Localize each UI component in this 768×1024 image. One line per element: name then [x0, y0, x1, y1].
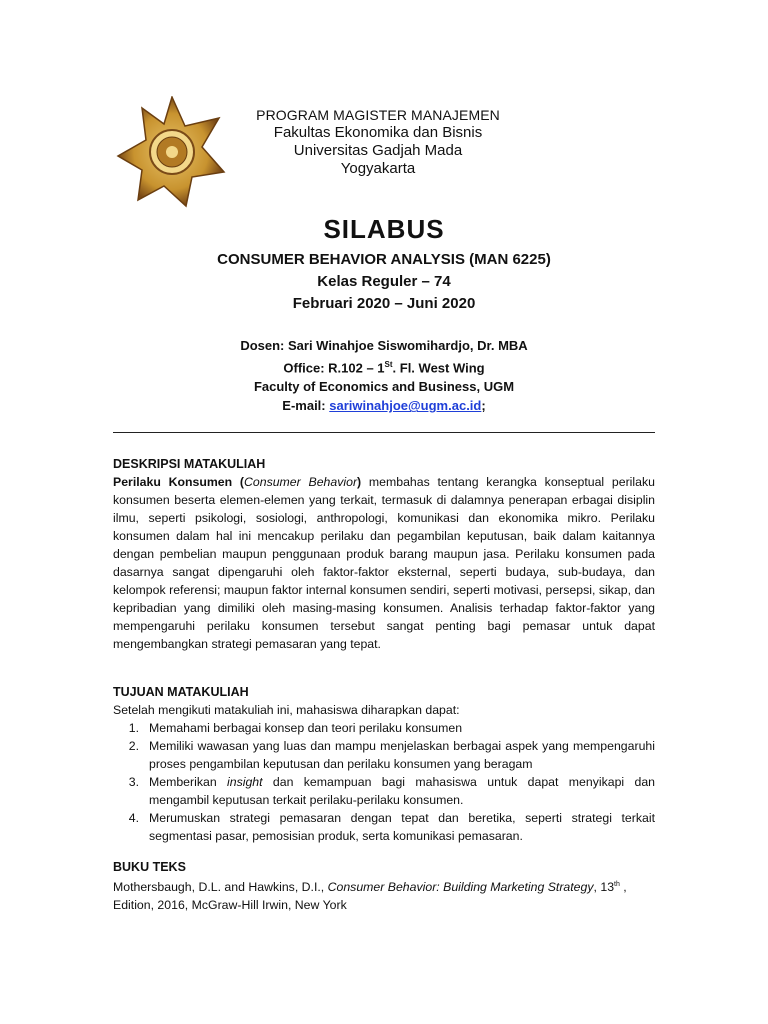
tujuan-list — [113, 719, 655, 845]
deskripsi-heading: DESKRIPSI MATAKULIAH — [113, 457, 266, 471]
list-number: 4. — [128, 811, 139, 825]
course-period: Februari 2020 – Juni 2020 — [292, 295, 476, 312]
deskripsi-text: membahas tentang kerangka konseptual perilaku konsumen beserta elemen-elemen yang terkait, termasuk di dalamnya penerapan erbagai disiplin ilmu, seperti psikologi, sosiologi, anthropologi, komunikasi dan ekonomika mikro. Perilaku konsumen dalam hal ini mencakup perilaku dan pegambilan keputusan, baik dalam kaitannya dengan pembelian maupun penggunaan produk barang maupun jasa. Perilaku konsumen pada dasarnya sangat dipengaruhi oleh faktor-faktor eksternal, seperti budaya, sub-budaya, dan kelompok referensi; maupun faktor internal konsumen sendiri, seperti motivasi, persepsi, sikap, dan kepribadian yang dimiliki oleh masing-masing konsumen. Analisis terhadap faktor-faktor yang mempengaruhi perilaku konsumen tersebut sangat penting bagi pemasar untuk dapat mengembangkan strategi pemasaran yang tepat. — [113, 475, 655, 651]
list-item — [113, 773, 655, 809]
email-label: E-mail: — [282, 398, 330, 414]
list-number: 2. — [128, 739, 139, 753]
buku-heading: BUKU TEKS — [113, 860, 186, 874]
book-title: Consumer Behavior: Building Marketing Strategy — [327, 880, 594, 895]
office-sup: St — [384, 360, 393, 369]
book-edition-rest: , Edition, 2016, McGraw-Hill Irwin, New York — [113, 880, 627, 913]
book-authors: Mothersbaugh, D.L. and Hawkins, D.I., — [113, 880, 328, 895]
office-suffix: . Fl. West Wing — [392, 360, 485, 376]
book-edition-num: , 13 — [593, 880, 615, 895]
lecturer-name: Dosen: Sari Winahjoe Siswomihardjo, Dr. MBA — [240, 338, 528, 353]
list-item — [113, 737, 655, 773]
city-name: Yogyakarta — [340, 160, 416, 177]
faculty-name: Fakultas Ekonomika dan Bisnis — [273, 124, 483, 141]
list-text-pre: Memberikan — [149, 775, 228, 789]
list-number: 3. — [128, 775, 139, 789]
deskripsi-section — [113, 455, 655, 653]
deskripsi-italic: Consumer Behavior — [244, 475, 358, 489]
buku-section — [113, 858, 655, 914]
email-line — [0, 396, 768, 415]
list-text: Memiliki wawasan yang luas dan mampu menjelaskan berbagai aspek yang mempengaruhi proses pengambilan keputusan dan perilaku konsumen yang beragam — [149, 739, 655, 771]
list-item — [113, 809, 655, 845]
email-link[interactable]: sariwinahjoe@ugm.ac.id — [329, 398, 482, 414]
lecturer-info — [0, 336, 768, 415]
document-title: SILABUS — [323, 214, 445, 244]
list-text-italic: insight — [227, 775, 263, 789]
list-text-post: dan kemampuan bagi mahasiswa untuk dapat menyikapi dan mengambil keputusan terkait perilaku-perilaku konsumen. — [149, 775, 655, 807]
university-name: Universitas Gadjah Mada — [293, 142, 463, 159]
program-name: PROGRAM MAGISTER MANAJEMEN — [256, 107, 500, 123]
deskripsi-bold-end: ) — [357, 475, 362, 489]
office-prefix: Office: R.102 – 1 — [283, 360, 385, 376]
tujuan-heading: TUJUAN MATAKULIAH — [113, 685, 249, 699]
book-edition-sup: th — [614, 881, 620, 888]
tujuan-section — [113, 683, 655, 845]
class-name: Kelas Reguler – 74 — [317, 273, 451, 290]
office-line — [0, 355, 768, 377]
list-number: 1. — [128, 721, 139, 735]
course-info — [0, 249, 768, 315]
institution-header — [200, 106, 556, 178]
list-text: Merumuskan strategi pemasaran dengan tepat dan beretika, seperti strategi terkait segmentasi pasar, pemosisian produk, serta komunikasi pemasaran. — [149, 811, 655, 843]
list-item — [113, 719, 655, 737]
tujuan-intro: Setelah mengikuti matakuliah ini, mahasiswa diharapkan dapat: — [113, 703, 460, 717]
faculty-line: Faculty of Economics and Business, UGM — [253, 379, 515, 395]
deskripsi-bold-start: Perilaku Konsumen ( — [113, 475, 245, 489]
course-name: CONSUMER BEHAVIOR ANALYSIS (MAN 6225) — [217, 251, 551, 268]
buku-reference — [113, 876, 655, 914]
list-text — [149, 773, 655, 809]
list-text: Memahami berbagai konsep dan teori perilaku konsumen — [149, 721, 463, 735]
deskripsi-body — [113, 473, 655, 653]
horizontal-divider — [113, 432, 655, 433]
email-suffix: ; — [481, 398, 486, 414]
